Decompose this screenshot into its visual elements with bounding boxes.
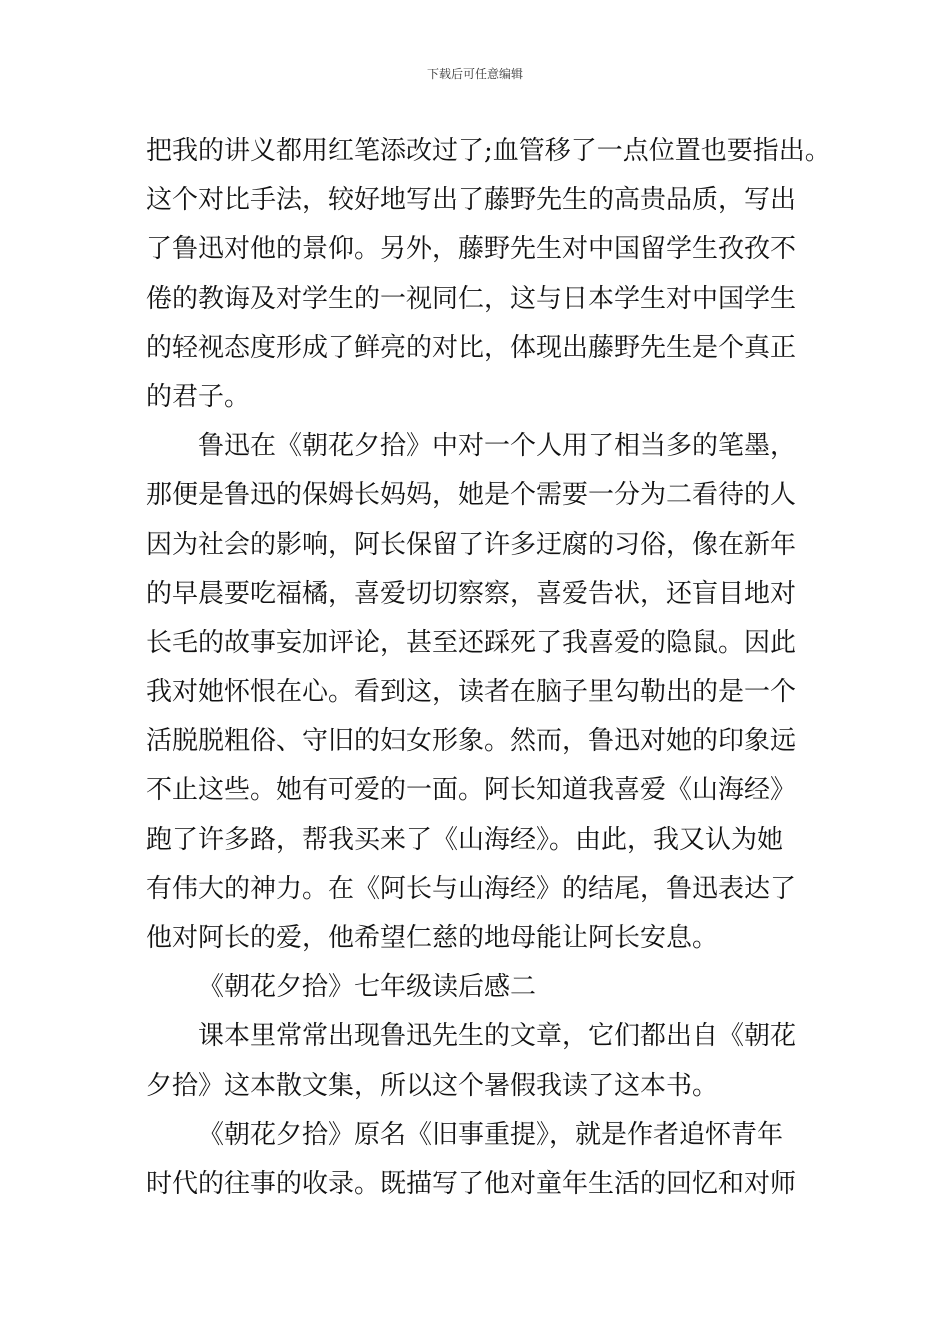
text-line: 的早晨要吃福橘，喜爱切切察察，喜爱告状，还盲目地对 (146, 578, 797, 609)
text-line: 长毛的故事妄加评论，甚至还踩死了我喜爱的隐鼠。因此 (146, 627, 797, 658)
body-text (146, 127, 831, 1209)
paragraph-first-line: 鲁迅在《朝花夕拾》中对一个人用了相当多的笔墨， (198, 431, 797, 462)
text-line: 有伟大的神力。在《阿长与山海经》的结尾，鲁迅表达了 (146, 873, 797, 904)
text-line: 了鲁迅对他的景仰。另外，藤野先生对中国留学生孜孜不 (146, 234, 797, 265)
page-header: 下载后可任意编辑 (426, 67, 523, 81)
text-line: 活脱脱粗俗、守旧的妇女形象。然而，鲁迅对她的印象远 (146, 726, 797, 757)
text-line: 他对阿长的爱，他希望仁慈的地母能让阿长安息。 (146, 923, 719, 953)
paragraph-first-line: 课本里常常出现鲁迅先生的文章，它们都出自《朝花 (198, 1021, 797, 1052)
paragraph-first-line: 《朝花夕拾》原名《旧事重提》，就是作者追怀青年 (198, 1119, 784, 1150)
text-line: 把我的讲义都用红笔添改过了;血管移了一点位置也要指出。 (146, 136, 831, 166)
text-line: 时代的往事的收录。既描写了他对童年生活的回忆和对师 (146, 1168, 797, 1199)
text-line: 跑了许多路，帮我买来了《山海经》。由此，我又认为她 (146, 824, 784, 855)
text-line: 不止这些。她有可爱的一面。阿长知道我喜爱《山海经》 (146, 775, 797, 806)
text-line: 的君子。 (146, 381, 251, 412)
text-line: 因为社会的影响，阿长保留了许多迂腐的习俗，像在新年 (146, 529, 797, 560)
text-line: 那便是鲁迅的保姆长妈妈，她是个需要一分为二看待的人 (146, 480, 797, 511)
text-line: 这个对比手法，较好地写出了藤野先生的高贵品质，写出 (146, 185, 797, 216)
text-line: 夕拾》这本散文集，所以这个暑假我读了这本书。 (146, 1070, 719, 1101)
text-line: 的轻视态度形成了鲜亮的对比，体现出藤野先生是个真正 (146, 332, 797, 363)
text-line: 倦的教诲及对学生的一视同仁，这与日本学生对中国学生 (146, 283, 797, 314)
text-line: 我对她怀恨在心。看到这，读者在脑子里勾勒出的是一个 (146, 677, 797, 708)
section-title: 《朝花夕拾》七年级读后感二 (198, 972, 537, 1003)
